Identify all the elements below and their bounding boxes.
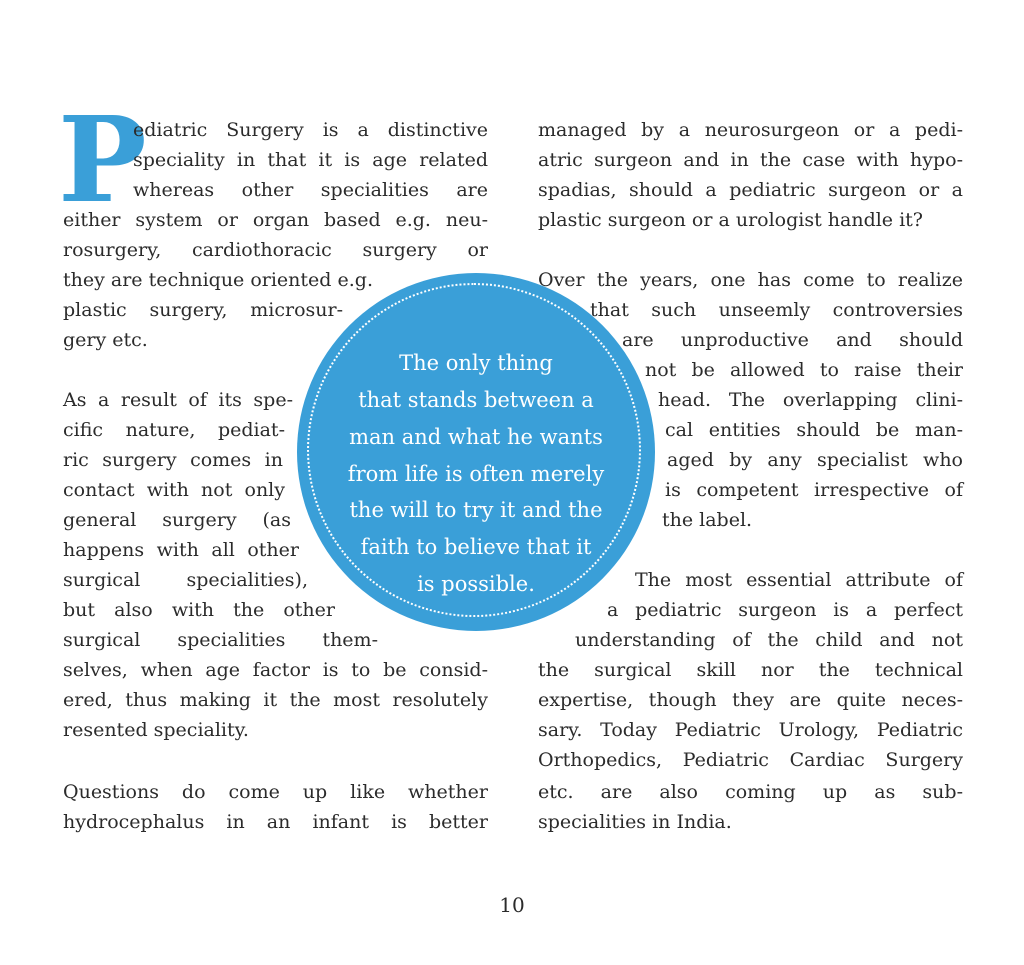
left-column-line: gery etc.	[63, 329, 148, 351]
right-column-line: The most essential attribute of	[635, 569, 963, 591]
pull-quote-line: man and what he wants	[349, 425, 603, 449]
right-column-line: Over the years, one has come to realize	[538, 269, 963, 291]
left-column-line: contact with not only	[63, 479, 285, 501]
pull-quote-line: The only thing	[399, 351, 553, 375]
left-column-line: they are technique oriented e.g.	[63, 269, 373, 291]
left-column-line: ric surgery comes in	[63, 449, 283, 471]
page-number: 10	[499, 893, 525, 917]
right-column-line: the label.	[662, 509, 753, 531]
pull-quote-line: from life is often merely	[347, 462, 605, 486]
right-column-line: sary. Today Pediatric Urology, Pediatric	[538, 719, 963, 741]
pull-quote-line: faith to believe that it	[360, 535, 592, 559]
right-column-line: expertise, though they are quite neces-	[538, 689, 963, 711]
pull-quote-line: is possible.	[417, 572, 535, 596]
right-column-line: aged by any specialist who	[667, 449, 963, 471]
right-column-line: plastic surgeon or a urologist handle it?	[538, 209, 923, 231]
left-column-line: but also with the other	[63, 599, 335, 621]
right-column-line: understanding of the child and not	[575, 629, 963, 651]
left-column-line: As a result of its spe-	[63, 389, 293, 411]
right-column-line: a pediatric surgeon is a perfect	[607, 599, 963, 621]
left-column-line: plastic surgery, microsur-	[63, 299, 343, 321]
left-column-line: happens with all other	[63, 539, 299, 561]
right-column-line: head. The overlapping clini-	[658, 389, 963, 411]
left-column-line: selves, when age factor is to be consid-	[63, 659, 488, 681]
left-column-line: either system or organ based e.g. neu-	[63, 209, 488, 231]
left-column-line: ered, thus making it the most resolutely	[63, 689, 488, 711]
right-column-line: Orthopedics, Pediatric Cardiac Surgery	[538, 749, 963, 771]
left-column-line: speciality in that it is age related	[133, 149, 488, 171]
drop-cap: P	[58, 90, 147, 229]
pull-quote-line: the will to try it and the	[349, 498, 603, 522]
right-column-line: etc. are also coming up as sub-	[538, 781, 963, 803]
left-column-line: hydrocephalus in an infant is better	[63, 811, 488, 833]
right-column-line: are unproductive and should	[622, 329, 963, 351]
left-column-line: ediatric Surgery is a distinctive	[133, 119, 488, 141]
right-column-line: the surgical skill nor the technical	[538, 659, 963, 681]
left-column-line: resented speciality.	[63, 719, 249, 741]
right-column-line: managed by a neurosurgeon or a pedi-	[538, 119, 963, 141]
right-column-line: that such unseemly controversies	[590, 299, 963, 321]
left-column-line: cific nature, pediat-	[63, 419, 285, 441]
left-column-line: Questions do come up like whether	[63, 781, 488, 803]
left-column-line: rosurgery, cardiothoracic surgery or	[63, 239, 488, 261]
right-column-line: is competent irrespective of	[665, 479, 963, 501]
right-column-line: spadias, should a pediatric surgeon or a	[538, 179, 963, 201]
right-column-line: specialities in India.	[538, 811, 732, 833]
right-column-line: atric surgeon and in the case with hypo-	[538, 149, 963, 171]
left-column-line: surgical specialities them-	[63, 629, 378, 651]
left-column-line: whereas other specialities are	[133, 179, 488, 201]
left-column-line: general surgery (as	[63, 509, 291, 531]
right-column-line: cal entities should be man-	[665, 419, 963, 441]
left-column-line: surgical specialities),	[63, 569, 308, 591]
right-column-line: not be allowed to raise their	[645, 359, 963, 381]
pull-quote-line: that stands between a	[358, 388, 594, 412]
